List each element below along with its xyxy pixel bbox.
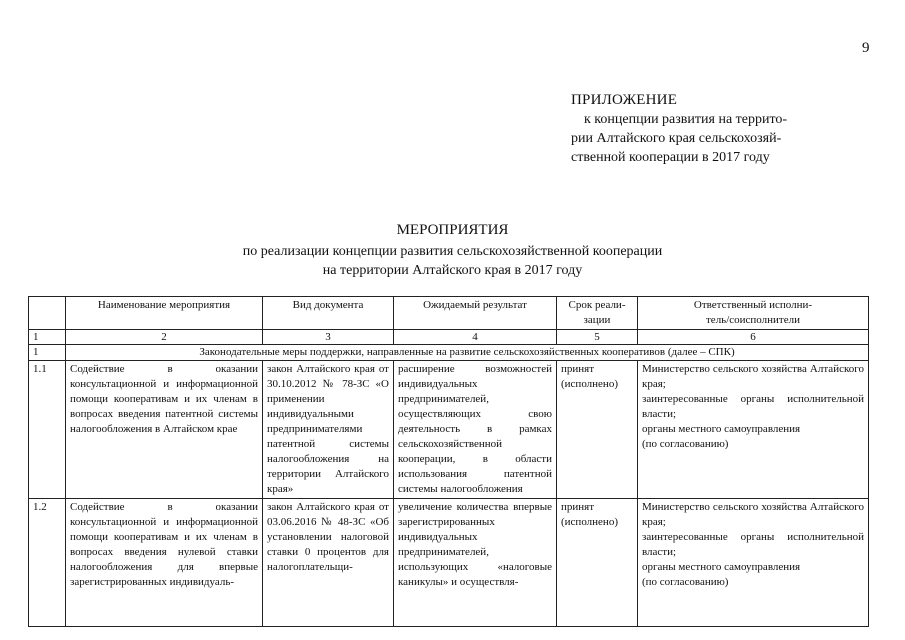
header-cell-document: Вид документа [263,297,394,330]
row-number: 1.1 [29,361,66,499]
column-number: 3 [263,330,394,345]
responsible-line: (по согласованию) [642,576,729,588]
responsible-line: органы местного самоуправления [642,423,801,435]
column-number: 6 [638,330,869,345]
column-number: 5 [557,330,638,345]
heading-subtitle-line: по реализации концепции развития сельскохозяйственной кооперации [242,244,663,259]
page-number: 9 [862,40,870,56]
row-responsible [638,361,869,499]
table-row [29,499,869,627]
responsible-line: Министерство сельского хозяйства Алтайского края; [642,363,864,390]
responsible-line: (по согласованию) [642,438,729,450]
responsible-line: заинтересованные органы исполнительной власти; [642,393,864,420]
appendix-block [571,92,821,167]
header-cell-result: Ожидаемый результат [394,297,557,330]
header-cell [29,297,66,330]
responsible-line: заинтересованные органы исполнительной власти; [642,531,864,558]
table-header-row [29,297,869,330]
appendix-line: рии Алтайского края сельскохозяй- [571,131,782,146]
heading-subtitle-line: на территории Алтайского края в 2017 году [322,263,583,278]
section-row [29,345,869,361]
row-term: принят (исполнено) [557,499,638,627]
column-number-row [29,330,869,345]
section-title: Законодательные меры поддержки, направленные на развитие сельскохозяйственных кооперативов (далее – СПК) [66,345,869,361]
header-cell-term: Срок реали- зации [557,297,638,330]
column-number: 1 [29,330,66,345]
row-expected-result: расширение возможностей индивидуальных предпринимателей, осуществляющих свою деятельность в рамках сельскохозяйственной кооперации, в области использования патентной системы налогообложения [394,361,557,499]
row-document: закон Алтайского края от 30.10.2012 № 78-ЗС «О применении индивидуальными предпринимателями патентной системы налогообложения на территории Алтайского края» [263,361,394,499]
row-event-name: Содействие в оказании консультационной и информационной помощи кооперативам и их членам в вопросах введения нулевой ставки налогообложения для впервые зарегистрированных индивидуаль- [66,499,263,627]
column-number: 2 [66,330,263,345]
responsible-line: Министерство сельского хозяйства Алтайского края; [642,501,864,528]
responsible-line: органы местного самоуправления [642,561,801,573]
row-number: 1.2 [29,499,66,627]
row-expected-result: увеличение количества впервые зарегистрированных индивидуальных предпринимателей, использующих «налоговые каникулы» и осуществля- [394,499,557,627]
appendix-title: ПРИЛОЖЕНИЕ [571,92,678,108]
header-cell-name: Наименование мероприятия [66,297,263,330]
column-number: 4 [394,330,557,345]
section-number: 1 [29,345,66,361]
appendix-line: ственной кооперации в 2017 году [571,150,770,165]
events-table [28,296,869,627]
appendix-line: к концепции развития на террито- [584,112,788,127]
row-event-name: Содействие в оказании консультационной и информационной помощи кооперативам и их членам в вопросах введения патентной системы налогообложения в Алтайском крае [66,361,263,499]
row-document: закон Алтайского края от 03.06.2016 № 48-ЗС «Об установлении налоговой ставки 0 процентов для налогоплательщи- [263,499,394,627]
row-responsible [638,499,869,627]
header-cell-responsible: Ответственный исполни- тель/соисполнители [638,297,869,330]
table-row [29,361,869,499]
row-term: принят (исполнено) [557,361,638,499]
heading-title: МЕРОПРИЯТИЯ [396,222,509,238]
document-heading [0,222,905,280]
